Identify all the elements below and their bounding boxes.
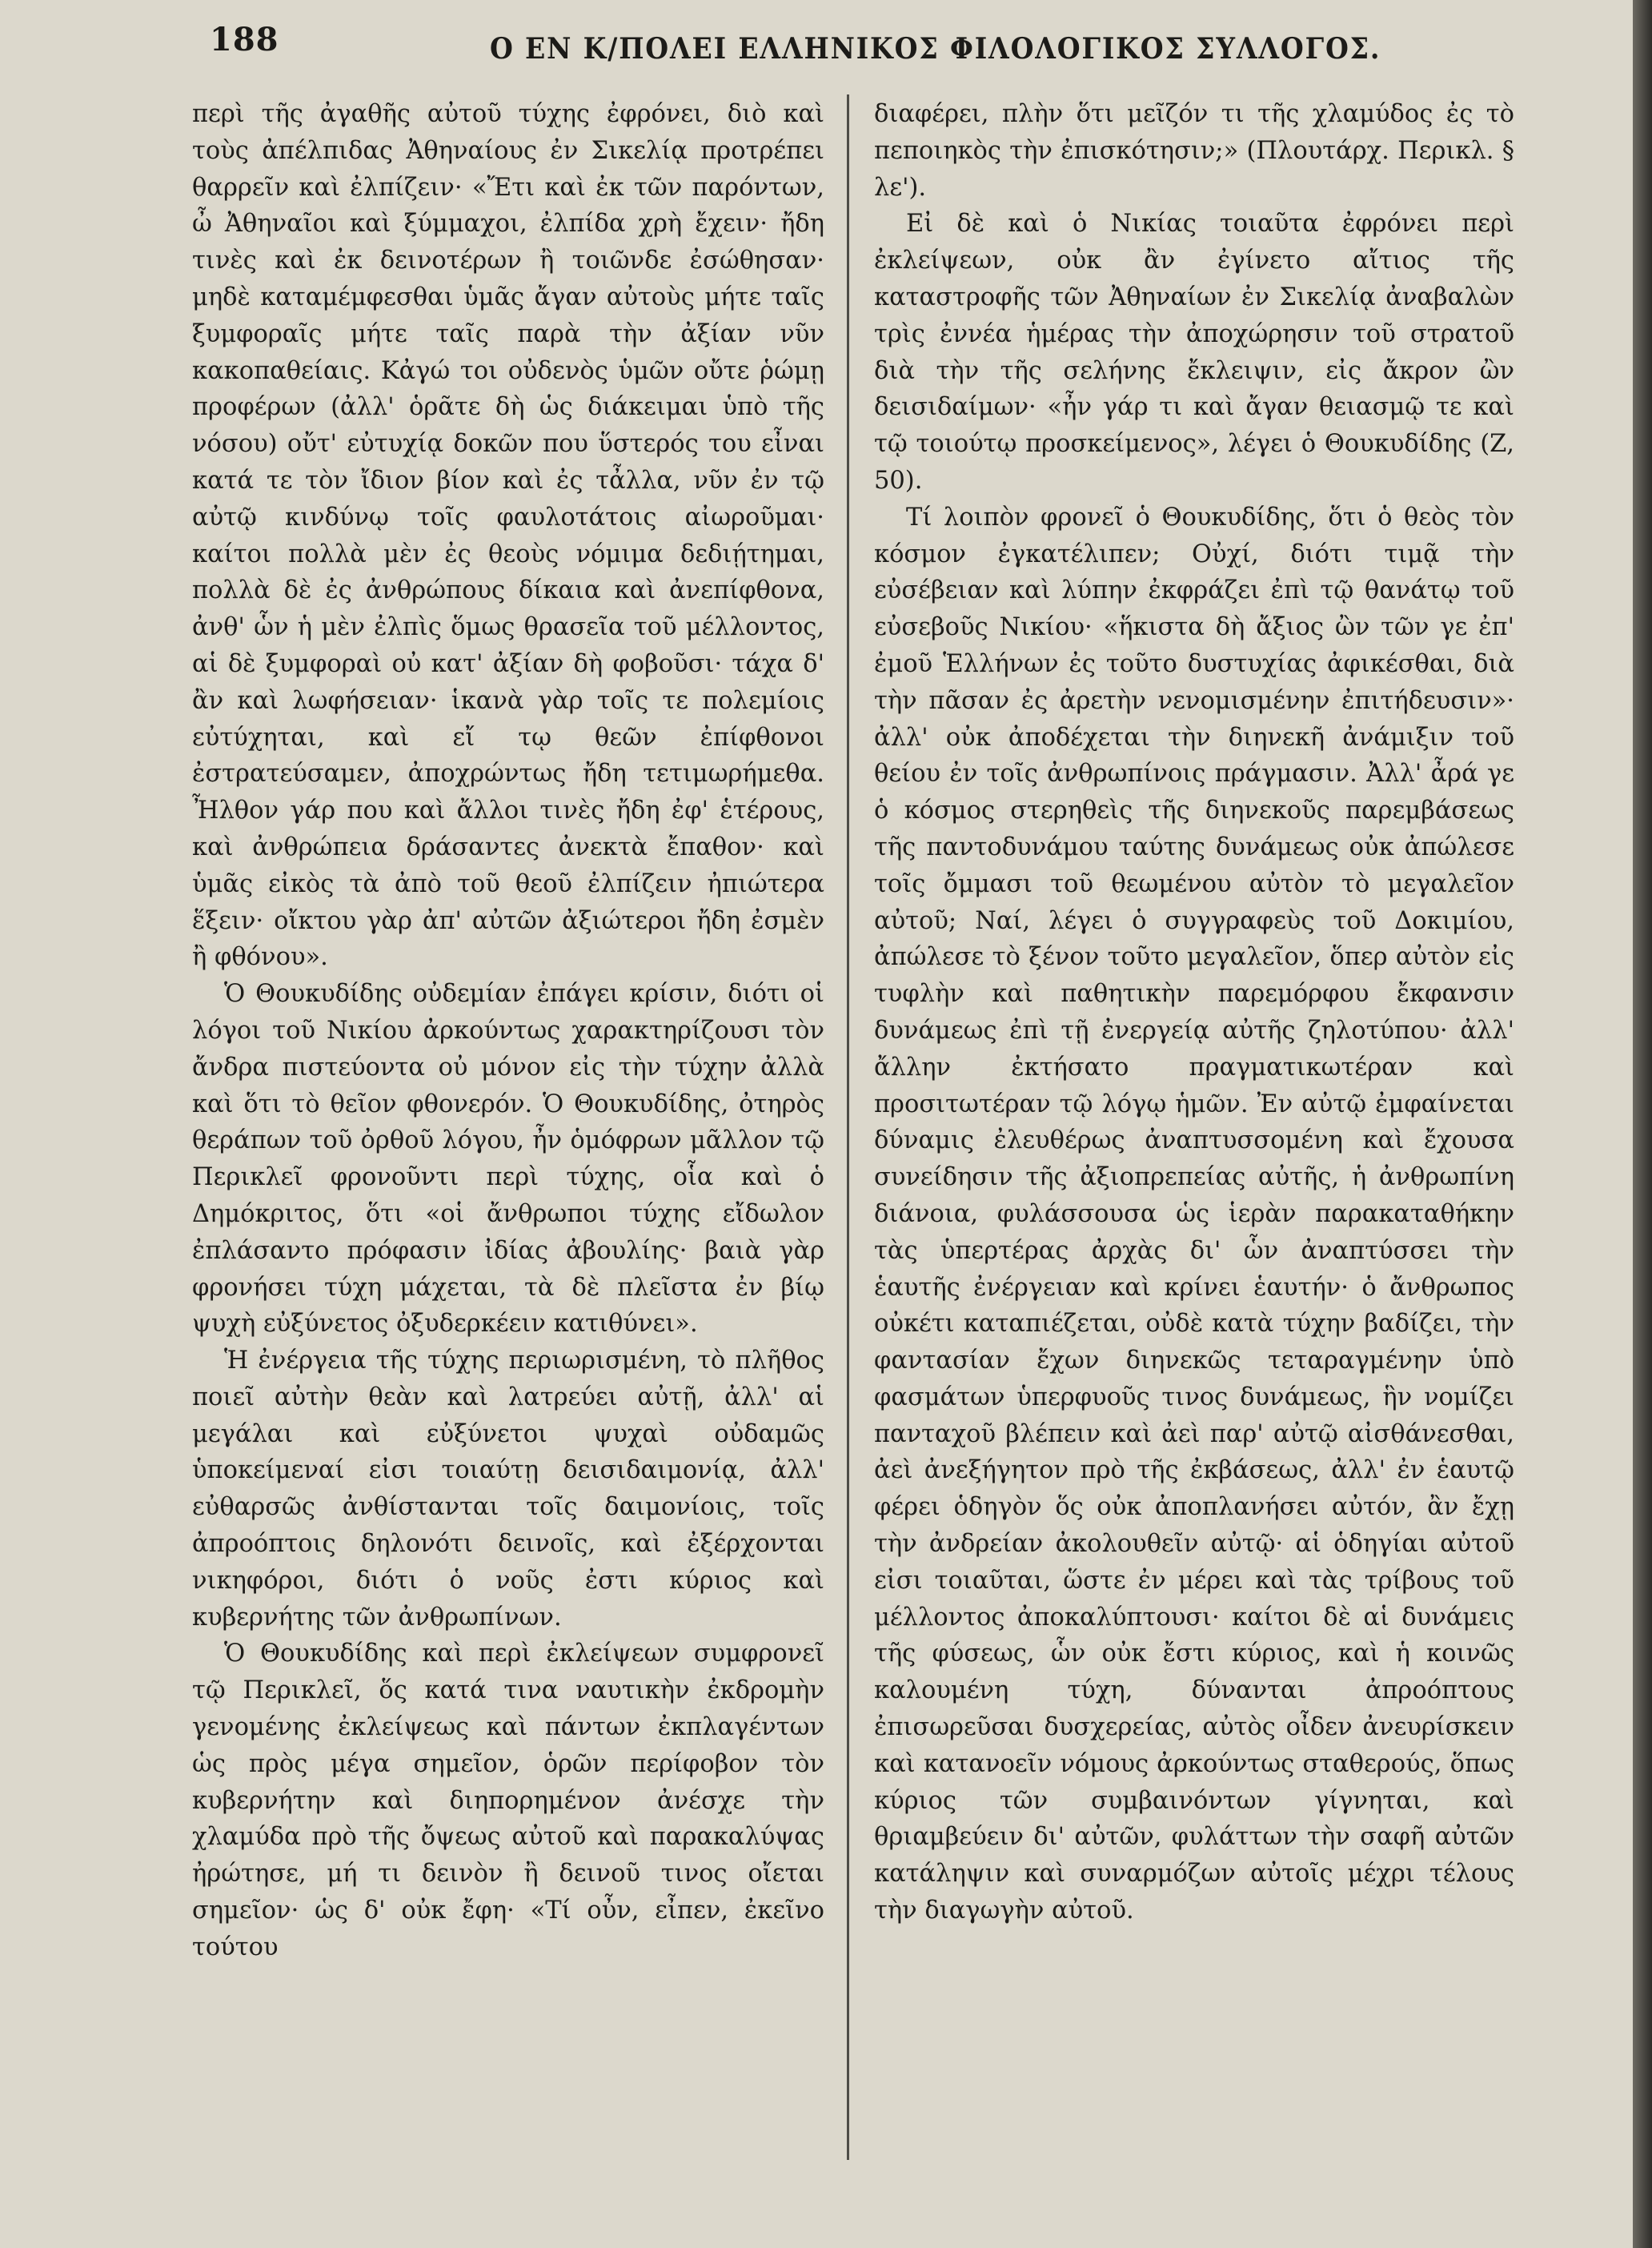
paragraph: Ὁ Θουκυδίδης οὐδεμίαν ἐπάγει κρίσιν, διότι οἱ λόγοι τοῦ Νικίου ἀρκούντως χαρακτηρίζουσι τὸν ἄνδρα πιστεύοντα οὐ μόνον εἰς τὴν τύχην ἀλλὰ καὶ ὅτι τὸ θεῖον φθονερόν. Ὁ Θουκυδίδης, ὀτηρὸς θεράπων τοῦ ὀρθοῦ λόγου, ἦν ὁμόφρων μᾶλλον τῷ Περικλεῖ φρονοῦντι περὶ τύχης, οἷα καὶ ὁ Δημόκριτος, ὅτι «οἱ ἄνθρωποι τύχης εἴδωλον ἐπλάσαντο πρόφασιν ἰδίας ἀβουλίης· βαιὰ γὰρ φρονήσει τύχη μάχεται, τὰ δὲ πλεῖστα ἐν βίῳ ψυχὴ εὐξύνετος ὀξυδερκέειν κατιθύνει». <box>192 980 824 1339</box>
paragraph: διαφέρει, πλὴν ὅτι μεῖζόν τι τῆς χλαμύδος ἐς τὸ πεποιηκὸς τὴν ἐπισκότησιν;» (Πλουτάρχ. Περικλ. § λε'). <box>874 100 1514 202</box>
left-column <box>192 96 824 1966</box>
right-column <box>874 96 1514 1929</box>
running-title: Ο ΕΝ Κ/ΠΟΛΕΙ ΕΛΛΗΝΙΚΟΣ ΦΙΛΟΛΟΓΙΚΟΣ ΣΥΛΛΟΓΟΣ. <box>490 32 1381 66</box>
paragraph: Ὁ Θουκυδίδης καὶ περὶ ἐκλείψεων συμφρονεῖ τῷ Περικλεῖ, ὅς κατά τινα ναυτικὴν ἐκδρομὴν γενομένης ἐκλείψεως καὶ πάντων ἐκπλαγέντων ὡς πρὸς μέγα σημεῖον, ὁρῶν περίφοβον τὸν κυβερνήτην καὶ διηπορημένον ἀνέσχε τὴν χλαμύδα πρὸ τῆς ὄψεως αὐτοῦ καὶ παρακαλύψας ἠρώτησε, μή τι δεινὸν ἢ δεινοῦ τινος οἴεται σημεῖον· ὡς δ' οὐκ ἔφη· «Τί οὖν, εἶπεν, ἐκεῖνο τούτου <box>192 1640 824 1961</box>
paragraph: Εἰ δὲ καὶ ὁ Νικίας τοιαῦτα ἐφρόνει περὶ ἐκλείψεων, οὐκ ἂν ἐγίνετο αἴτιος τῆς καταστροφῆς τῶν Ἀθηναίων ἐν Σικελίᾳ ἀναβαλὼν τρὶς ἐννέα ἡμέρας τὴν ἀποχώρησιν τοῦ στρατοῦ διὰ τὴν τῆς σελήνης ἔκλειψιν, εἰς ἄκρον ὢν δεισιδαίμων· «ἦν γάρ τι καὶ ἄγαν θειασμῷ τε καὶ τῷ τοιούτῳ προσκείμενος», λέγει ὁ Θουκυδίδης (Ζ, 50). <box>874 210 1514 495</box>
paragraph: περὶ τῆς ἀγαθῆς αὐτοῦ τύχης ἐφρόνει, διὸ καὶ τοὺς ἀπέλπιδας Ἀθηναίους ἐν Σικελίᾳ προτρέπει θαρρεῖν καὶ ἐλπίζειν· «Ἔτι καὶ ἐκ τῶν παρόντων, ὦ Ἀθηναῖοι καὶ ξύμμαχοι, ἐλπίδα χρὴ ἔχειν· ἤδη τινὲς καὶ ἐκ δεινοτέρων ἢ τοιῶνδε ἐσώθησαν· μηδὲ καταμέμφεσθαι ὑμᾶς ἄγαν αὐτοὺς μήτε ταῖς ξυμφοραῖς μήτε ταῖς παρὰ τὴν ἀξίαν νῦν κακοπαθείαις. Κἀγώ τοι οὐδενὸς ὑμῶν οὔτε ῥώμῃ προφέρων (ἀλλ' ὁρᾶτε δὴ ὡς διάκειμαι ὑπὸ τῆς νόσου) οὔτ' εὐτυχίᾳ δοκῶν που ὕστερός του εἶναι κατά τε τὸν ἴδιον βίον καὶ ἐς τἆλλα, νῦν ἐν τῷ αὐτῷ κινδύνῳ τοῖς φαυλοτάτοις αἰωροῦμαι· καίτοι πολλὰ μὲν ἐς θεοὺς νόμιμα δεδιῄτημαι, πολλὰ δὲ ἐς ἀνθρώπους δίκαια καὶ ἀνεπίφθονα, ἀνθ' ὧν ἡ μὲν ἐλπὶς ὅμως θρασεῖα τοῦ μέλλοντος, αἱ δὲ ξυμφοραὶ οὐ κατ' ἀξίαν δὴ φοβοῦσι· τάχα δ' ἂν καὶ λωφήσειαν· ἱκανὰ γὰρ τοῖς τε πολεμίοις εὐτύχηται, καὶ εἴ τῳ θεῶν ἐπίφθονοι ἐστρατεύσαμεν, ἀποχρώντως ἤδη τετιμωρήμεθα. Ἦλθον γάρ που καὶ ἄλλοι τινὲς ἤδη ἐφ' ἑτέρους, καὶ ἀνθρώπεια δράσαντες ἀνεκτὰ ἔπαθον· καὶ ὑμᾶς εἰκὸς τὰ ἀπὸ τοῦ θεοῦ ἐλπίζειν ἠπιώτερα ἕξειν· οἴκτου γὰρ ἀπ' αὐτῶν ἀξιώτεροι ἤδη ἐσμὲν ἢ φθόνου». <box>192 100 824 972</box>
paragraph: Ἡ ἐνέργεια τῆς τύχης περιωρισμένη, τὸ πλῆθος ποιεῖ αὐτὴν θεὰν καὶ λατρεύει αὐτῇ, ἀλλ' αἱ μεγάλαι καὶ εὐξύνετοι ψυχαὶ οὐδαμῶς ὑποκείμεναί εἰσι τοιαύτῃ δεισιδαιμονίᾳ, ἀλλ' εὐθαρσῶς ἀνθίστανται τοῖς δαιμονίοις, τοῖς ἀπροόπτοις δηλονότι δεινοῖς, καὶ ἐξέρχονται νικηφόροι, διότι ὁ νοῦς ἐστι κύριος καὶ κυβερνήτης τῶν ἀνθρωπίνων. <box>192 1347 824 1632</box>
column-divider <box>847 94 849 2160</box>
paragraph: Τί λοιπὸν φρονεῖ ὁ Θουκυδίδης, ὅτι ὁ θεὸς τὸν κόσμον ἐγκατέλιπεν; Οὐχί, διότι τιμᾷ τὴν εὐσέβειαν καὶ λύπην ἐκφράζει ἐπὶ τῷ θανάτῳ τοῦ εὐσεβοῦς Νικίου· «ἥκιστα δὴ ἄξιος ὢν τῶν γε ἐπ' ἐμοῦ Ἑλλήνων ἐς τοῦτο δυστυχίας ἀφικέσθαι, διὰ τὴν πᾶσαν ἐς ἀρετὴν νενομισμένην ἐπιτήδευσιν»· ἀλλ' οὐκ ἀποδέχεται τὴν διηνεκῆ ἀνάμιξιν τοῦ θείου ἐν τοῖς ἀνθρωπίνοις πράγμασιν. Ἀλλ' ἆρά γε ὁ κόσμος στερηθεὶς τῆς διηνεκοῦς παρεμβάσεως τῆς παντοδυνάμου ταύτης δυνάμεως οὐκ ἀπώλεσε τοῖς ὄμμασι τοῦ θεωμένου αὐτὸν τὸ μεγαλεῖον αὐτοῦ; Ναί, λέγει ὁ συγγραφεὺς τοῦ Δοκιμίου, ἀπώλεσε τὸ ξένον τοῦτο μεγαλεῖον, ὅπερ αὐτὸν εἰς τυφλὴν καὶ παθητικὴν παρεμόρφου ἔκφανσιν δυνάμεως ἐπὶ τῇ ἐνεργείᾳ αὐτῆς ζηλοτύπου· ἀλλ' ἄλλην ἐκτήσατο πραγματικωτέραν καὶ προσιτωτέραν τῷ λόγῳ ἡμῶν. Ἐν αὐτῷ ἐμφαίνεται δύναμις ἐλευθέρως ἀναπτυσσομένη καὶ ἔχουσα συνείδησιν τῆς ἀξιοπρεπείας αὐτῆς, ἡ ἀνθρωπίνη διάνοια, φυλάσσουσα ὡς ἱερὰν παρακαταθήκην τὰς ὑπερτέρας ἀρχὰς δι' ὧν ἀναπτύσσει τὴν ἑαυτῆς ἐνέργειαν καὶ κρίνει ἑαυτήν· ὁ ἄνθρωπος οὐκέτι καταπιέζεται, οὐδὲ κατὰ τύχην βαδίζει, τὴν φαντασίαν ἔχων διηνεκῶς τεταραγμένην ὑπὸ φασμάτων ὑπερφυοῦς τινος δυνάμεως, ἣν νομίζει πανταχοῦ βλέπειν καὶ ἀεὶ παρ' αὐτῷ αἰσθάνεσθαι, ἀεὶ ἀνεξήγητον πρὸ τῆς ἐκβάσεως, ἀλλ' ἐν ἑαυτῷ φέρει ὁδηγὸν ὅς οὐκ ἀποπλανήσει αὐτόν, ἂν ἔχῃ τὴν ἀνδρείαν ἀκολουθεῖν αὐτῷ· αἱ ὁδηγίαι αὐτοῦ εἰσι τοιαῦται, ὥστε ἐν μέρει καὶ τὰς τρίβους τοῦ μέλλοντος ἀποκαλύπτουσι· καίτοι δὲ αἱ δυνάμεις τῆς φύσεως, ὧν οὐκ ἔστι κύριος, καὶ ἡ κοινῶς καλουμένη τύχη, δύνανται ἀπροόπτους ἐπισωρεῦσαι δυσχερείας, αὐτὸς οἶδεν ἀνευρίσκειν καὶ κατανοεῖν νόμους ἀρκούντως σταθερούς, ὅπως κύριος τῶν συμβαινόντων γίγνηται, καὶ θριαμβεύειν δι' αὐτῶν, φυλάττων τὴν σαφῆ αὐτῶν κατάληψιν καὶ συναρμόζων αὐτοῖς μέχρι τέλους τὴν διαγωγὴν αὐτοῦ. <box>874 503 1514 1925</box>
page-number: 188 <box>210 21 279 58</box>
page-edge-shadow <box>1633 0 1652 2248</box>
